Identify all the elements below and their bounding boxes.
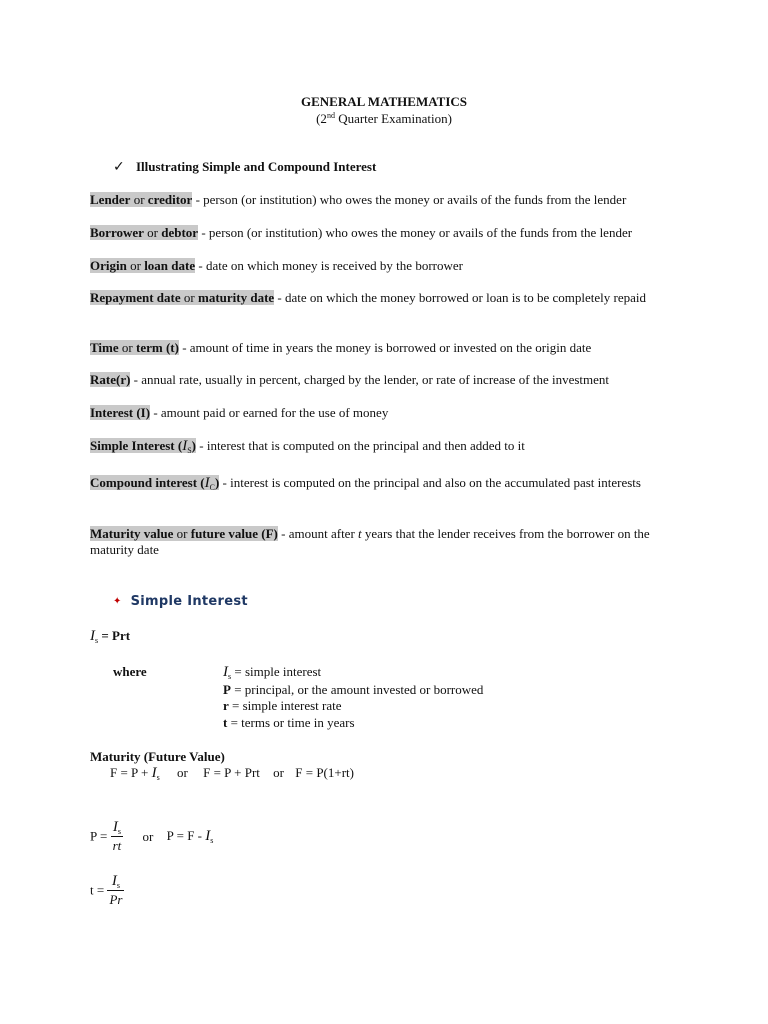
term-close: ): [214, 475, 220, 490]
subtitle-open: (2: [316, 111, 327, 126]
where-item-t: [223, 715, 355, 731]
definition-interest: [90, 405, 690, 421]
checkmark-icon: ✓: [113, 159, 125, 175]
formula-principal: [90, 818, 213, 854]
simple-interest-heading: [113, 593, 248, 610]
fraction-numerator: [111, 818, 124, 837]
definition-text-a: - amount after: [277, 526, 359, 541]
formula-rest: = Prt: [98, 628, 131, 643]
where-text: = principal, or the amount invested or borrowed: [230, 682, 484, 697]
section-heading: [113, 159, 376, 175]
formula-time: [90, 872, 124, 908]
term-time: Time: [90, 340, 119, 355]
fraction-denominator: Pr: [109, 892, 123, 907]
term-simple-interest: Simple Interest (: [90, 438, 183, 453]
fraction: [107, 872, 124, 908]
term-debtor: debtor: [161, 225, 199, 240]
term-or: or: [118, 340, 136, 355]
definition-simple-interest: [90, 438, 690, 454]
definition-text: - interest that is computed on the principal and then added to it: [196, 438, 525, 453]
maturity-formulas: [110, 765, 354, 781]
where-key: r: [223, 698, 229, 713]
term-creditor: creditor: [147, 192, 193, 207]
fraction: [111, 818, 124, 854]
where-key: t: [223, 715, 228, 730]
var-i: I: [112, 819, 118, 835]
definition-origin: [90, 258, 690, 274]
where-item-is: [223, 664, 321, 680]
fraction-denominator: rt: [112, 838, 122, 853]
page-subtitle: [0, 111, 768, 127]
where-item-p: [223, 682, 483, 698]
formula-f3: F = P(1+rt): [295, 765, 354, 780]
term-close: ): [191, 438, 196, 453]
subtitle-sup: nd: [326, 111, 335, 120]
term-borrower: Borrower: [90, 225, 144, 240]
where-item-r: [223, 698, 342, 714]
term-maturity-value: Maturity value: [90, 526, 174, 541]
var-i: I: [111, 873, 117, 889]
var-i: I: [223, 664, 228, 680]
four-point-star-icon: ✦: [113, 596, 122, 607]
term-rate: Rate(r): [90, 372, 131, 387]
section-heading-text: Illustrating Simple and Compound Interest: [135, 159, 377, 174]
term-term: term (t): [136, 340, 179, 355]
term-interest: Interest (I): [90, 405, 151, 420]
term-origin: Origin: [90, 258, 127, 273]
term-or: or: [126, 258, 145, 273]
sub-s: s: [116, 881, 121, 890]
definition-time: [90, 340, 690, 356]
definition-text: - date on which the money borrowed or loan is to be completely repaid: [274, 290, 647, 305]
definition-lender: [90, 192, 690, 208]
definition-rate: [90, 372, 690, 388]
sub-c: C: [209, 483, 215, 492]
term-maturity-date: maturity date: [197, 290, 275, 305]
sub-s: s: [228, 672, 232, 681]
definition-text: - annual rate, usually in percent, charged by the lender, or rate of increase of the investment: [130, 372, 610, 387]
definition-text-b: years that the lender receives from the borrower on the maturity date: [90, 526, 650, 557]
definition-repayment: [90, 290, 670, 306]
term-or: or: [173, 526, 191, 541]
sub-s: s: [95, 636, 99, 645]
formula-lhs: t =: [90, 882, 108, 898]
term-lender: Lender: [90, 192, 131, 207]
var-i: I: [205, 828, 211, 844]
or-text: or: [273, 765, 285, 780]
fraction-numerator: [107, 872, 124, 891]
sub-s: s: [210, 836, 214, 845]
where-text: = simple interest: [231, 664, 322, 679]
where-key: P: [223, 682, 231, 697]
formula-alt: [167, 828, 214, 843]
definition-compound-interest: [90, 475, 660, 491]
or-text: or: [142, 828, 154, 844]
sub-s: s: [156, 773, 160, 782]
or-text: or: [177, 765, 188, 780]
term-or: or: [180, 290, 198, 305]
where-text: = terms or time in years: [227, 715, 355, 730]
maturity-heading: Maturity (Future Value): [90, 749, 225, 764]
definition-text: - date on which money is received by the borrower: [195, 258, 463, 273]
formula-alt-text: P = F -: [166, 828, 206, 843]
term-future-value: future value (F): [190, 526, 278, 541]
where-label: where: [113, 664, 147, 679]
term-or: or: [143, 225, 162, 240]
term-repayment-date: Repayment date: [90, 290, 181, 305]
term-loan-date: loan date: [144, 258, 196, 273]
where-text: = simple interest rate: [228, 698, 342, 713]
var-i: I: [204, 475, 210, 491]
formula-f1: F = P +: [110, 765, 152, 780]
sub-s: S: [187, 446, 192, 455]
definition-text: - person (or institution) who owes the money or avails of the funds from the lender: [198, 225, 633, 240]
sub-s: s: [117, 827, 121, 836]
formula-lhs: P =: [90, 828, 111, 844]
subtitle-close: Quarter Examination): [334, 111, 452, 126]
simple-interest-heading-text: Simple Interest: [130, 594, 248, 609]
definition-text: - amount of time in years the money is borrowed or invested on the origin date: [178, 340, 592, 355]
var-i: I: [182, 438, 188, 454]
page-title: GENERAL MATHEMATICS: [300, 94, 467, 109]
var-t: t: [358, 526, 362, 541]
term-compound-interest: Compound interest (: [90, 475, 205, 490]
definition-borrower: [90, 225, 690, 241]
var-i: I: [151, 765, 157, 781]
definition-text: - person (or institution) who owes the money or avails of the funds from the lender: [192, 192, 627, 207]
definition-maturity-value: [90, 526, 685, 558]
term-or: or: [130, 192, 148, 207]
var-i: I: [90, 628, 95, 644]
formula-f2: F = P + Prt: [203, 765, 260, 780]
simple-interest-formula: [90, 628, 130, 644]
definition-text: - amount paid or earned for the use of money: [150, 405, 389, 420]
definition-text: - interest is computed on the principal and also on the accumulated past interests: [219, 475, 641, 490]
